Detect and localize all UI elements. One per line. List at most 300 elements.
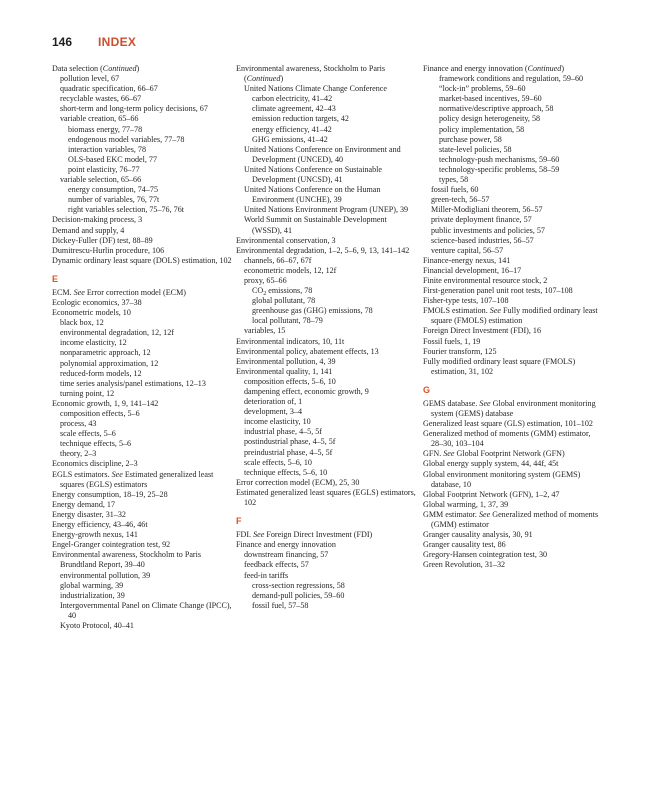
entry-text: Environmental conservation, 3	[236, 235, 336, 245]
index-column-3	[423, 64, 603, 571]
entry-text: Environmental awareness, Stockholm to Paris	[52, 550, 202, 560]
index-subentry	[236, 387, 416, 397]
entry-text: climate agreement, 42–43	[252, 104, 336, 114]
entry-text: Gregory-Hansen cointegration test, 30	[423, 550, 548, 560]
entry-italic: See	[443, 449, 455, 459]
index-subentry	[236, 135, 416, 145]
index-subentry	[236, 437, 416, 447]
index-subentry	[423, 84, 603, 94]
entry-text-tail: Error correction model (ECM)	[84, 287, 186, 297]
index-entry	[236, 337, 416, 347]
entry-text: GMM estimator.	[423, 509, 479, 519]
index-subentry	[52, 94, 232, 104]
entry-text-tail: emissions, 78	[266, 286, 313, 296]
index-subentry	[52, 379, 232, 389]
index-entry	[423, 510, 603, 530]
entry-text: industrial phase, 4–5, 5f	[244, 427, 323, 437]
index-entry	[52, 520, 232, 530]
index-subentry	[52, 195, 232, 205]
index-subentry	[236, 601, 416, 611]
index-subentry	[236, 591, 416, 601]
index-entry	[52, 226, 232, 236]
entry-italic: See	[479, 398, 491, 408]
entry-text-tail: Global environment monitoring system (GEMS) database	[431, 398, 596, 418]
entry-text: Finance and energy innovation (	[423, 64, 528, 73]
index-entry	[423, 530, 603, 540]
section-letter: E	[52, 273, 59, 284]
entry-text: FDI.	[236, 530, 254, 540]
index-entry	[52, 256, 232, 266]
entry-text: types, 58	[439, 175, 469, 185]
entry-text: United Nations Conference on the Human Environment (UNCHE), 39	[244, 185, 381, 205]
index-subentry	[423, 236, 603, 246]
entry-text: scale effects, 5–6, 10	[244, 457, 312, 467]
index-subentry	[423, 205, 603, 215]
index-subentry	[236, 215, 416, 235]
index-subentry	[236, 125, 416, 135]
entry-text: energy consumption, 74–75	[68, 185, 158, 195]
index-subentry	[236, 114, 416, 124]
index-subentry	[236, 458, 416, 468]
entry-text: carbon electricity, 41–42	[252, 94, 333, 104]
entry-text: technique effects, 5–6	[60, 439, 132, 449]
index-entry	[423, 296, 603, 306]
entry-text: number of variables, 76, 77t	[68, 195, 160, 205]
entry-text: cross-section regressions, 58	[252, 580, 345, 590]
entry-text: framework conditions and regulation, 59–60	[439, 74, 584, 84]
entry-text: OLS-based EKC model, 77	[68, 154, 158, 164]
index-subentry	[423, 114, 603, 124]
index-entry	[52, 530, 232, 540]
index-subentry	[52, 125, 232, 135]
entry-text: Granger causality test, 86	[423, 540, 506, 550]
index-subentry	[236, 581, 416, 591]
entry-text: Energy consumption, 18–19, 25–28	[52, 489, 168, 499]
entry-text: preindustrial phase, 4–5, 5f	[244, 447, 333, 457]
entry-text: Finance and energy innovation	[236, 540, 336, 550]
running-title: INDEX	[98, 35, 137, 49]
entry-text: Finance-energy nexus, 141	[423, 255, 511, 265]
entry-text: turning point, 12	[60, 388, 115, 398]
entry-text: short-term and long-term policy decisions, 67	[60, 104, 208, 114]
index-subentry	[236, 407, 416, 417]
index-subentry	[236, 94, 416, 104]
index-entry	[236, 347, 416, 357]
entry-text: channels, 66–67, 67f	[244, 255, 312, 265]
index-entry	[236, 236, 416, 246]
index-entry	[52, 459, 232, 469]
index-subentry	[423, 104, 603, 114]
entry-text: Energy efficiency, 43–46, 46t	[52, 520, 148, 530]
index-subentry	[236, 266, 416, 276]
index-entry	[423, 347, 603, 357]
entry-text: GHG emissions, 41–42	[252, 134, 328, 144]
entry-text: Financial development, 16–17	[423, 265, 522, 275]
index-subentry	[236, 377, 416, 387]
index-entry	[423, 399, 603, 419]
index-entry	[423, 326, 603, 336]
page-header	[52, 33, 136, 49]
entry-subscript: 2	[263, 291, 267, 298]
entry-text: black box, 12	[60, 318, 104, 328]
index-subentry	[236, 276, 416, 286]
entry-text: income elasticity, 10	[244, 417, 311, 427]
entry-text: development, 3–4	[244, 407, 302, 417]
entry-text: Dickey-Fuller (DF) test, 88–89	[52, 235, 153, 245]
index-entry	[423, 306, 603, 326]
entry-text: scale effects, 5–6	[60, 429, 116, 439]
entry-text-tail: )	[136, 64, 140, 73]
entry-text: right variables selection, 75–76, 76t	[68, 205, 184, 215]
index-subentry	[52, 389, 232, 399]
index-subentry	[52, 318, 232, 328]
entry-text: endogenous model variables, 77–78	[68, 134, 185, 144]
index-subentry	[52, 601, 232, 621]
entry-text: Energy-growth nexus, 141	[52, 530, 138, 540]
index-subentry	[236, 427, 416, 437]
entry-text-tail: Generalized method of moments (GMM) estimator	[431, 509, 599, 530]
entry-text: Green Revolution, 31–32	[423, 560, 506, 570]
index-subentry	[52, 74, 232, 84]
index-column-1	[52, 64, 232, 631]
index-subentry	[52, 429, 232, 439]
index-entry	[52, 64, 232, 74]
entry-text: reduced-form models, 12	[60, 368, 142, 378]
entry-text: emission reduction targets, 42	[252, 114, 349, 124]
entry-text: proxy, 65–66	[244, 275, 287, 285]
entry-text: “lock-in” problems, 59–60	[439, 84, 526, 94]
entry-text: private deployment finance, 57	[431, 215, 532, 225]
index-entry	[236, 488, 416, 508]
entry-text: quadratic specification, 66–67	[60, 84, 158, 94]
entry-text: Intergovernmental Panel on Climate Change (IPCC), 40	[60, 600, 232, 620]
index-entry	[423, 266, 603, 276]
entry-text: Environmental quality, 1, 141	[236, 366, 333, 376]
index-entry	[236, 540, 416, 550]
index-subentry	[52, 104, 232, 114]
entry-text: biomass energy, 77–78	[68, 124, 143, 134]
index-subentry	[423, 246, 603, 256]
entry-text: recyclable wastes, 66–67	[60, 94, 142, 104]
entry-text-tail: Fully modified ordinary least square (FMOLS) estimation	[431, 306, 598, 326]
index-subentry	[52, 409, 232, 419]
index-entry	[423, 459, 603, 469]
index-entry	[423, 357, 603, 377]
index-subentry	[236, 185, 416, 205]
entry-text: Decision-making process, 3	[52, 215, 143, 225]
entry-text: econometric models, 12, 12f	[244, 265, 337, 275]
index-entry	[423, 500, 603, 510]
index-subentry	[236, 316, 416, 326]
entry-text: Global warming, 1, 37, 39	[423, 499, 509, 509]
index-entry	[423, 449, 603, 459]
entry-italic: Continued	[246, 74, 281, 84]
index-subentry	[52, 155, 232, 165]
entry-italic: See	[478, 509, 491, 519]
entry-text: time series analysis/panel estimations, 12–13	[60, 378, 206, 388]
entry-text: United Nations Climate Change Conference	[244, 84, 387, 94]
index-entry	[52, 215, 232, 225]
entry-text: pollution level, 67	[60, 74, 120, 84]
index-entry	[423, 490, 603, 500]
index-subentry	[52, 419, 232, 429]
index-subentry	[236, 468, 416, 478]
index-subentry	[236, 397, 416, 407]
entry-text-tail: Estimated generalized least squares (EGLS) estimators	[60, 469, 214, 489]
index-subentry	[423, 165, 603, 175]
index-subentry	[423, 94, 603, 104]
entry-text: Fossil fuels, 1, 19	[423, 336, 481, 346]
entry-text: GFN.	[423, 449, 444, 459]
index-subentry	[52, 165, 232, 175]
entry-text: Kyoto Protocol, 40–41	[60, 620, 134, 630]
entry-text: Environmental awareness, Stockholm to Paris (	[236, 64, 386, 84]
entry-text: variable creation, 65–66	[60, 114, 139, 124]
index-entry	[423, 540, 603, 550]
entry-text: postindustrial phase, 4–5, 5f	[244, 437, 336, 447]
index-entry	[236, 367, 416, 377]
entry-italic: See	[253, 530, 265, 540]
entry-text: technology-specific problems, 58–59	[439, 164, 560, 174]
index-subentry	[52, 114, 232, 124]
index-entry	[52, 540, 232, 550]
entry-text: fossil fuel, 57–58	[252, 600, 309, 610]
index-subentry	[236, 448, 416, 458]
entry-text: Environmental policy, abatement effects, 13	[236, 346, 379, 356]
entry-text: market-based incentives, 59–60	[439, 94, 542, 104]
index-subentry	[52, 571, 232, 581]
entry-text: policy implementation, 58	[439, 124, 525, 134]
entry-text: green-tech, 56–57	[431, 195, 490, 205]
entry-text-tail: )	[280, 74, 284, 84]
entry-text: Miller-Modigliani theorem, 56–57	[431, 205, 543, 215]
index-subentry	[423, 125, 603, 135]
entry-text: technology-push mechanisms, 59–60	[439, 154, 560, 164]
index-subentry	[236, 205, 416, 215]
entry-text: Data selection (	[52, 64, 103, 73]
index-subentry	[52, 205, 232, 215]
index-subentry	[52, 439, 232, 449]
index-entry	[423, 429, 603, 449]
entry-text: Brundtland Report, 39–40	[60, 560, 145, 570]
index-entry	[236, 64, 416, 84]
entry-text: feed-in tariffs	[244, 570, 289, 580]
entry-text: feedback effects, 57	[244, 560, 309, 570]
index-entry	[423, 337, 603, 347]
entry-text: Finite environmental resource stock, 2	[423, 275, 548, 285]
index-entry	[52, 470, 232, 490]
index-subentry	[423, 195, 603, 205]
index-entry	[52, 246, 232, 256]
index-entry	[52, 510, 232, 520]
index-subentry	[236, 550, 416, 560]
index-subentry	[236, 286, 416, 296]
index-subentry	[236, 84, 416, 94]
index-subentry	[52, 621, 232, 631]
entry-text: global warming, 39	[60, 580, 124, 590]
entry-text: interaction variables, 78	[68, 144, 146, 154]
entry-text: United Nations Conference on Environment and Development (UNCED), 40	[244, 144, 401, 164]
entry-text: nonparametric approach, 12	[60, 348, 151, 358]
index-column-2	[236, 64, 416, 611]
entry-text: GEMS database.	[423, 398, 480, 408]
entry-text: Fisher-type tests, 107–108	[423, 296, 509, 306]
entry-text: local pollutant, 78–79	[252, 316, 323, 326]
entry-text: technique effects, 5–6, 10	[244, 467, 328, 477]
index-subentry	[423, 135, 603, 145]
entry-text: downstream financing, 57	[244, 550, 329, 560]
index-subentry	[236, 326, 416, 336]
index-entry	[423, 256, 603, 266]
entry-text: Dumitrescu-Hurlin procedure, 106	[52, 245, 165, 255]
entry-text: Demand and supply, 4	[52, 225, 125, 235]
entry-text: Generalized method of moments (GMM) estimator, 28–30, 103–104	[423, 429, 591, 449]
entry-text: Fourier transform, 125	[423, 346, 497, 356]
entry-text: point elasticity, 76–77	[68, 164, 140, 174]
index-subentry	[423, 185, 603, 195]
index-subentry	[423, 145, 603, 155]
entry-text: Economics discipline, 2–3	[52, 459, 138, 469]
entry-text: FMOLS estimation.	[423, 306, 490, 316]
entry-text: United Nations Environment Program (UNEP), 39	[244, 205, 409, 215]
entry-text: Granger causality analysis, 30, 91	[423, 530, 533, 540]
entry-text: demand-pull policies, 59–60	[252, 590, 345, 600]
index-subentry	[52, 328, 232, 338]
entry-text: polynomial approximation, 12	[60, 358, 159, 368]
entry-text: dampening effect, economic growth, 9	[244, 387, 369, 396]
entry-text: Dynamic ordinary least square (DOLS) estimation, 102	[52, 255, 232, 265]
entry-text: normative/descriptive approach, 58	[439, 104, 554, 114]
entry-text: Ecologic economics, 37–38	[52, 297, 142, 307]
entry-text: industrialization, 39	[60, 590, 125, 600]
entry-text: Error correction model (ECM), 25, 30	[236, 477, 360, 487]
index-entry	[52, 490, 232, 500]
index-subentry	[236, 560, 416, 570]
index-entry	[52, 500, 232, 510]
index-entry	[52, 236, 232, 246]
index-subentry	[423, 155, 603, 165]
index-subentry	[52, 135, 232, 145]
index-subentry	[236, 145, 416, 165]
entry-text: energy efficiency, 41–42	[252, 124, 332, 134]
entry-text: ECM.	[52, 287, 74, 297]
entry-text: environmental degradation, 12, 12f	[60, 328, 174, 338]
entry-text: fossil fuels, 60	[431, 185, 479, 195]
index-entry	[52, 308, 232, 318]
index-subentry	[52, 369, 232, 379]
index-subentry	[236, 571, 416, 581]
index-entry	[423, 550, 603, 560]
index-subentry	[52, 449, 232, 459]
entry-italic: See	[111, 469, 123, 479]
entry-text: Economic growth, 1, 9, 141–142	[52, 398, 159, 408]
entry-text: EGLS estimators.	[52, 469, 112, 479]
entry-text: deterioration of, 1	[244, 397, 303, 407]
index-subentry	[52, 175, 232, 185]
index-subentry	[236, 104, 416, 114]
index-subentry	[52, 348, 232, 358]
entry-text: global pollutant, 78	[252, 296, 316, 306]
index-entry	[52, 550, 232, 560]
entry-text: Global Footprint Network (GFN), 1–2, 47	[423, 489, 560, 499]
index-subentry	[52, 581, 232, 591]
entry-italic: Continued	[527, 64, 562, 73]
index-entry	[423, 470, 603, 490]
index-subentry	[423, 226, 603, 236]
entry-text: public investments and policies, 57	[431, 225, 545, 235]
entry-italic: See	[73, 287, 85, 297]
index-entry	[236, 357, 416, 367]
entry-text: variable selection, 65–66	[60, 175, 142, 185]
entry-text: Environmental degradation, 1–2, 5–6, 9, 13, 141–142	[236, 245, 410, 255]
entry-text: policy design heterogeneity, 58	[439, 114, 541, 124]
entry-text: theory, 2–3	[60, 449, 97, 459]
entry-text: venture capital, 56–57	[431, 245, 504, 255]
entry-text: purchase power, 58	[439, 134, 502, 144]
index-columns	[0, 64, 648, 790]
entry-text-tail: Global Footprint Network (GFN)	[454, 449, 565, 459]
entry-text: World Summit on Sustainable Development (WSSD), 41	[244, 215, 387, 235]
entry-text-tail: )	[561, 64, 565, 73]
index-entry	[236, 530, 416, 540]
entry-text: greenhouse gas (GHG) emissions, 78	[252, 306, 373, 316]
index-entry	[423, 419, 603, 429]
entry-text: Global environment monitoring system (GEMS) database, 10	[423, 469, 581, 489]
entry-text: composition effects, 5–6, 10	[244, 376, 336, 386]
index-subentry	[236, 165, 416, 185]
page-number: 146	[52, 35, 73, 49]
index-subentry	[52, 359, 232, 369]
entry-text: variables, 15	[244, 326, 286, 336]
index-subentry	[52, 338, 232, 348]
index-subentry	[52, 591, 232, 601]
entry-text: environmental pollution, 39	[60, 570, 151, 580]
index-entry	[236, 246, 416, 256]
entry-text: Global energy supply system, 44, 44f, 45t	[423, 459, 559, 469]
index-subentry	[423, 175, 603, 185]
entry-text: Environmental indicators, 10, 11t	[236, 336, 345, 346]
entry-text: Econometric models, 10	[52, 308, 131, 318]
index-subentry	[236, 256, 416, 266]
index-entry	[423, 276, 603, 286]
entry-italic: Continued	[102, 64, 137, 73]
section-letter: F	[236, 516, 242, 527]
index-entry	[52, 298, 232, 308]
index-entry	[423, 64, 603, 74]
index-entry	[52, 399, 232, 409]
index-subentry	[52, 560, 232, 570]
entry-text: Generalized least square (GLS) estimation, 101–102	[423, 419, 593, 429]
entry-text: Fully modified ordinary least square (FMOLS) estimation, 31, 102	[423, 356, 576, 376]
entry-text: composition effects, 5–6	[60, 409, 140, 418]
entry-text: CO	[252, 286, 264, 296]
index-subentry	[236, 296, 416, 306]
entry-text-tail: Foreign Direct Investment (FDI)	[264, 530, 373, 540]
index-subentry	[423, 74, 603, 84]
entry-text: Foreign Direct Investment (FDI), 16	[423, 326, 542, 336]
index-subentry	[236, 306, 416, 316]
index-entry	[423, 286, 603, 296]
entry-text: Energy disaster, 31–32	[52, 509, 126, 519]
entry-text: state-level policies, 58	[439, 144, 512, 154]
section-letter: G	[423, 384, 431, 395]
index-entry	[236, 478, 416, 488]
entry-text: Engel-Granger cointegration test, 92	[52, 540, 171, 550]
index-subentry	[52, 185, 232, 195]
entry-text: First-generation panel unit root tests, 107–108	[423, 286, 573, 296]
index-entry	[423, 560, 603, 570]
entry-text: process, 43	[60, 419, 97, 429]
